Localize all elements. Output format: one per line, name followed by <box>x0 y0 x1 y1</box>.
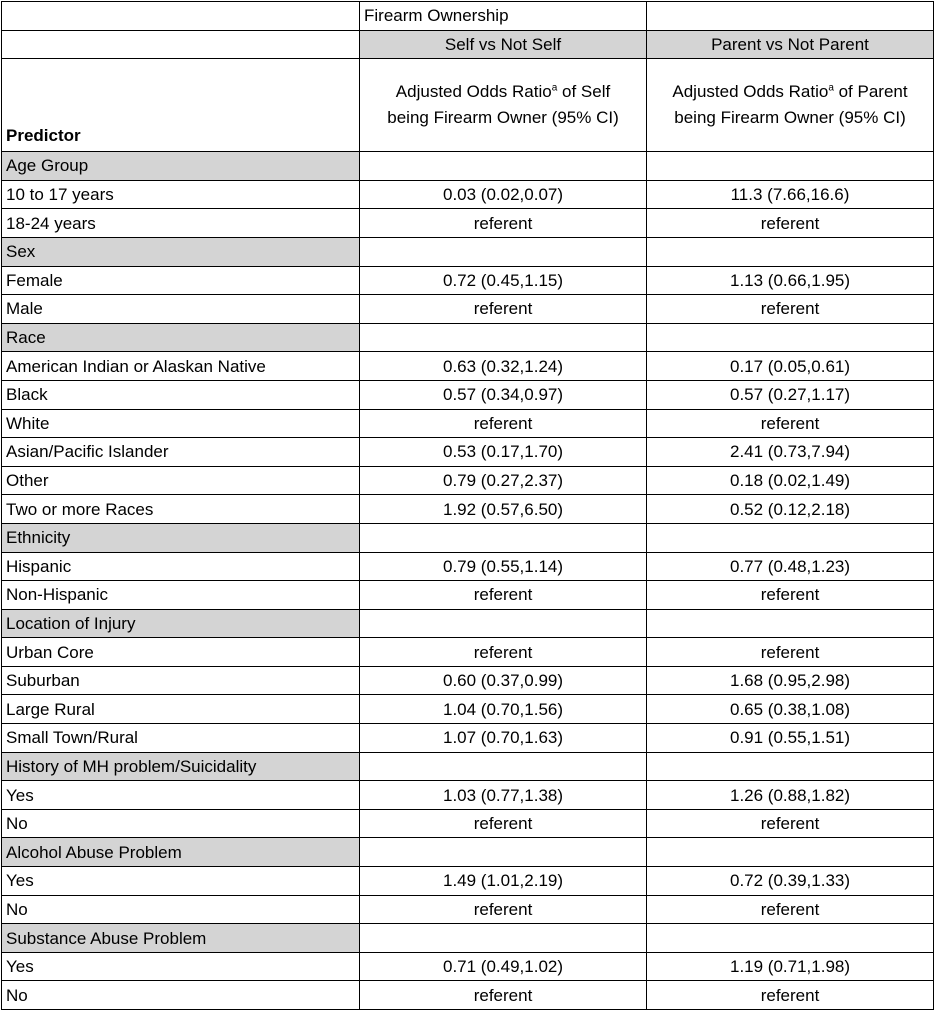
category-label: Age Group <box>2 152 360 181</box>
table-row <box>2 352 934 381</box>
table-row <box>2 981 934 1010</box>
predictor-label: Large Rural <box>2 695 360 724</box>
predictor-label: No <box>2 809 360 838</box>
table-row <box>2 724 934 753</box>
col-parent-aor-text-b: of Parent <box>833 82 908 102</box>
footnote-marker: a <box>828 82 834 94</box>
table-row <box>2 952 934 981</box>
predictor-label: No <box>2 981 360 1010</box>
self-aor-value: referent <box>360 895 647 924</box>
table-row <box>2 180 934 209</box>
self-aor-value: 0.53 (0.17,1.70) <box>360 438 647 467</box>
predictor-label: Black <box>2 380 360 409</box>
predictor-label: Urban Core <box>2 638 360 667</box>
category-label: Race <box>2 323 360 352</box>
self-aor-value: referent <box>360 809 647 838</box>
self-aor-value <box>360 523 647 552</box>
category-label: History of MH problem/Suicidality <box>2 752 360 781</box>
self-aor-value: 0.60 (0.37,0.99) <box>360 666 647 695</box>
table-row <box>2 495 934 524</box>
table-row <box>2 466 934 495</box>
self-aor-value <box>360 752 647 781</box>
footnote-marker: a <box>551 82 558 94</box>
predictor-label: No <box>2 895 360 924</box>
parent-aor-value: 11.3 (7.66,16.6) <box>647 180 934 209</box>
self-aor-value: 0.57 (0.34,0.97) <box>360 380 647 409</box>
category-label: Sex <box>2 237 360 266</box>
predictor-label: Non-Hispanic <box>2 581 360 610</box>
category-label: Location of Injury <box>2 609 360 638</box>
table-row <box>2 809 934 838</box>
table-row <box>2 409 934 438</box>
self-aor-value: 1.49 (1.01,2.19) <box>360 867 647 896</box>
self-aor-value <box>360 924 647 953</box>
predictor-label: 18-24 years <box>2 209 360 238</box>
col-self-aor-text-c: being Firearm Owner (95% CI) <box>387 108 619 128</box>
parent-aor-value <box>647 838 934 867</box>
parent-aor-value: 0.57 (0.27,1.17) <box>647 380 934 409</box>
col-self-aor-text-b: of Self <box>557 82 611 102</box>
self-aor-value: 1.92 (0.57,6.50) <box>360 495 647 524</box>
self-aor-value: 0.71 (0.49,1.02) <box>360 952 647 981</box>
parent-aor-value: 0.17 (0.05,0.61) <box>647 352 934 381</box>
self-aor-value <box>360 237 647 266</box>
parent-aor-value: referent <box>647 638 934 667</box>
parent-aor-value: 1.13 (0.66,1.95) <box>647 266 934 295</box>
parent-aor-value <box>647 752 934 781</box>
predictor-label: American Indian or Alaskan Native <box>2 352 360 381</box>
table-row <box>2 266 934 295</box>
predictor-label: Female <box>2 266 360 295</box>
col-self-subheader: Self vs Not Self <box>360 30 647 59</box>
table-row <box>2 867 934 896</box>
table-row <box>2 638 934 667</box>
parent-aor-value: 0.65 (0.38,1.08) <box>647 695 934 724</box>
self-aor-value: referent <box>360 209 647 238</box>
parent-aor-value: 1.68 (0.95,2.98) <box>647 666 934 695</box>
predictor-label: 10 to 17 years <box>2 180 360 209</box>
self-aor-value: 0.79 (0.27,2.37) <box>360 466 647 495</box>
parent-aor-value: referent <box>647 209 934 238</box>
parent-aor-value <box>647 924 934 953</box>
category-row <box>2 838 934 867</box>
category-row <box>2 523 934 552</box>
predictor-label: Yes <box>2 952 360 981</box>
predictor-label: Suburban <box>2 666 360 695</box>
parent-aor-value: 2.41 (0.73,7.94) <box>647 438 934 467</box>
self-aor-value: 0.03 (0.02,0.07) <box>360 180 647 209</box>
category-label: Substance Abuse Problem <box>2 924 360 953</box>
predictor-label: White <box>2 409 360 438</box>
category-row <box>2 237 934 266</box>
header-blank-cell <box>647 2 934 31</box>
predictor-label: Yes <box>2 867 360 896</box>
parent-aor-value: referent <box>647 409 934 438</box>
table-row <box>2 781 934 810</box>
parent-aor-value: 0.18 (0.02,1.49) <box>647 466 934 495</box>
category-row <box>2 609 934 638</box>
header-row-sub <box>2 30 934 59</box>
predictor-label: Asian/Pacific Islander <box>2 438 360 467</box>
table-row <box>2 895 934 924</box>
header-blank-cell <box>2 30 360 59</box>
header-row-group <box>2 2 934 31</box>
parent-aor-value: 0.91 (0.55,1.51) <box>647 724 934 753</box>
table-row <box>2 438 934 467</box>
self-aor-value: referent <box>360 638 647 667</box>
parent-aor-value: referent <box>647 981 934 1010</box>
predictor-label: Two or more Races <box>2 495 360 524</box>
category-row <box>2 323 934 352</box>
predictor-label: Small Town/Rural <box>2 724 360 753</box>
parent-aor-value: 0.77 (0.48,1.23) <box>647 552 934 581</box>
table-row <box>2 695 934 724</box>
col-self-aor-text: Adjusted Odds Ratio <box>395 82 552 102</box>
header-blank-cell <box>2 2 360 31</box>
category-label: Ethnicity <box>2 523 360 552</box>
self-aor-value: 0.72 (0.45,1.15) <box>360 266 647 295</box>
table-row <box>2 295 934 324</box>
self-aor-value <box>360 152 647 181</box>
parent-aor-value: referent <box>647 581 934 610</box>
category-label: Alcohol Abuse Problem <box>2 838 360 867</box>
self-aor-value <box>360 609 647 638</box>
parent-aor-value <box>647 152 934 181</box>
self-aor-value: referent <box>360 581 647 610</box>
predictor-header: Predictor <box>2 59 360 152</box>
self-aor-value: 0.79 (0.55,1.14) <box>360 552 647 581</box>
col-parent-subheader: Parent vs Not Parent <box>647 30 934 59</box>
parent-aor-value: referent <box>647 295 934 324</box>
predictor-label: Yes <box>2 781 360 810</box>
self-aor-value: 1.04 (0.70,1.56) <box>360 695 647 724</box>
col-parent-aor-text: Adjusted Odds Ratio <box>672 82 829 102</box>
self-aor-value: 1.07 (0.70,1.63) <box>360 724 647 753</box>
table-row <box>2 380 934 409</box>
self-aor-value <box>360 838 647 867</box>
header-row-main <box>2 59 934 152</box>
odds-ratio-table <box>1 1 934 1010</box>
parent-aor-value: 0.52 (0.12,2.18) <box>647 495 934 524</box>
category-row <box>2 924 934 953</box>
col-parent-header <box>647 59 934 152</box>
parent-aor-value: 0.72 (0.39,1.33) <box>647 867 934 896</box>
table-row <box>2 666 934 695</box>
predictor-label: Other <box>2 466 360 495</box>
col-self-header <box>360 59 647 152</box>
self-aor-value: referent <box>360 409 647 438</box>
col-parent-aor-text-c: being Firearm Owner (95% CI) <box>674 108 906 128</box>
self-aor-value: 0.63 (0.32,1.24) <box>360 352 647 381</box>
self-aor-value: referent <box>360 981 647 1010</box>
self-aor-value: 1.03 (0.77,1.38) <box>360 781 647 810</box>
table-row <box>2 581 934 610</box>
parent-aor-value <box>647 323 934 352</box>
self-aor-value <box>360 323 647 352</box>
parent-aor-value: referent <box>647 895 934 924</box>
category-row <box>2 752 934 781</box>
category-row <box>2 152 934 181</box>
parent-aor-value <box>647 523 934 552</box>
predictor-label: Male <box>2 295 360 324</box>
table-row <box>2 209 934 238</box>
group-title: Firearm Ownership <box>360 2 647 31</box>
parent-aor-value <box>647 609 934 638</box>
parent-aor-value: 1.26 (0.88,1.82) <box>647 781 934 810</box>
self-aor-value: referent <box>360 295 647 324</box>
parent-aor-value: 1.19 (0.71,1.98) <box>647 952 934 981</box>
parent-aor-value: referent <box>647 809 934 838</box>
parent-aor-value <box>647 237 934 266</box>
table-row <box>2 552 934 581</box>
predictor-label: Hispanic <box>2 552 360 581</box>
